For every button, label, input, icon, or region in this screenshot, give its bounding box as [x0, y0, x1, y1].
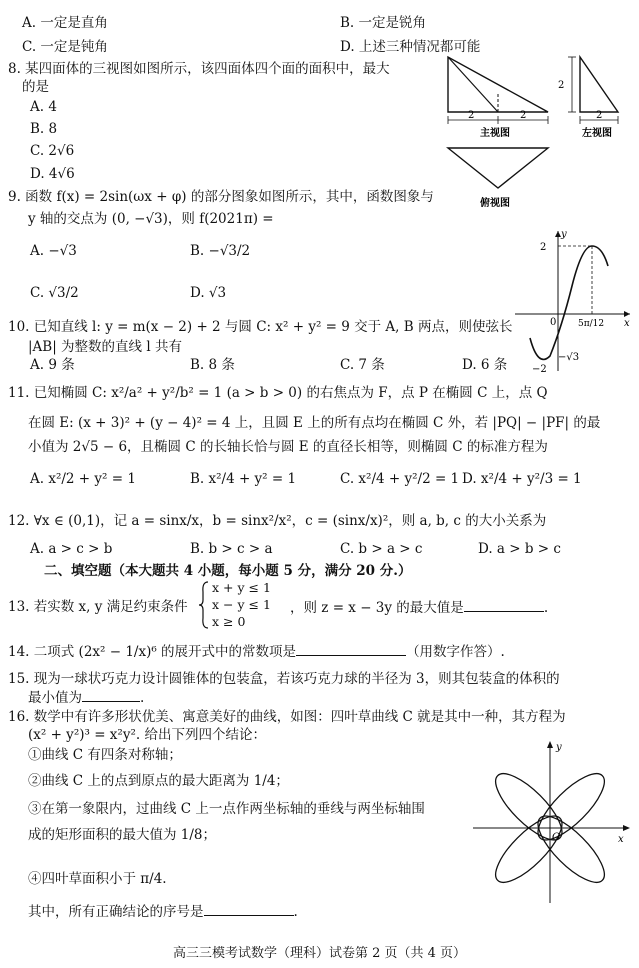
q16-answer-blank[interactable] [204, 902, 294, 916]
front-dim-left: 2 [468, 110, 475, 121]
q12-option-d: D. a > b > c [478, 541, 561, 557]
q11-stem-line3: 小值为 2√5 − 6，且椭圆 C 的长轴长恰与圆 E 的直径长相等，则椭圆 C 的标准方程为 [28, 439, 548, 455]
q14-answer-blank[interactable] [296, 642, 406, 656]
q8-stem-line2: 的是 [22, 79, 49, 95]
q16-end-suffix: . [293, 904, 298, 920]
q13-constraint-2: x − y ≤ 1 [212, 597, 271, 612]
q12-option-a: A. a > c > b [30, 541, 113, 557]
q9-y-min-label: −2 [532, 364, 547, 375]
q8-option-c: C. 2√6 [30, 143, 75, 159]
q11-stem-line1: 11. 已知椭圆 C: x²/a² + y²/b² = 1 (a > b > 0) 的右焦点为 F，点 P 在椭圆 C 上，点 Q [8, 385, 548, 401]
q9-option-a: A. −√3 [30, 243, 77, 259]
front-view-drawing [448, 57, 548, 124]
q10-option-d: D. 6 条 [462, 357, 508, 373]
q13-end: . [543, 600, 549, 616]
q13-constraint-3: x ≥ 0 [212, 614, 246, 629]
q16-conclusion-1: ①曲线 C 有四条对称轴； [28, 747, 182, 763]
q9-sine-graph [510, 226, 635, 376]
q16-x-axis-label: x [618, 834, 624, 845]
left-view-label: 左视图 [582, 128, 612, 139]
q10-stem-line1: 10. 已知直线 l: y = m(x − 2) + 2 与圆 C: x² + y² = 9 交于 A, B 两点，则使弦长 [8, 319, 513, 335]
sine-curve [530, 246, 608, 359]
q14-prefix: 14. 二项式 (2x² − 1/x)⁶ 的展开式中的常数项是 [8, 644, 297, 660]
page-footer: 高三三模考试数学（理科）试卷第 2 页（共 4 页） [172, 946, 467, 961]
q9-y-axis-label: y [561, 229, 567, 240]
q15-line2-suffix: . [140, 690, 145, 706]
q7-option-b: B. 一定是锐角 [340, 15, 427, 31]
left-view-drawing [568, 57, 618, 124]
q9-option-b: B. −√3/2 [190, 243, 251, 259]
q13-question [290, 598, 548, 617]
q7-option-c: C. 一定是钝角 [22, 39, 108, 55]
q11-option-a: A. x²/2 + y² = 1 [30, 471, 136, 487]
q16-line1: 16. 数学中有许多形状优美、寓意美好的曲线，如图：四叶草曲线 C 就是其中一种，其方程为 [8, 709, 566, 725]
q13-suffix: ，则 z = x − 3y 的最大值是 [290, 600, 464, 616]
q13-constraint-1: x + y ≤ 1 [212, 580, 271, 595]
q13-answer-blank[interactable] [464, 598, 544, 612]
q9-stem-line2: y 轴的交点为 (0, −√3)，则 f(2021π) = [28, 211, 274, 227]
q7-option-a: A. 一定是直角 [22, 15, 108, 31]
q10-option-c: C. 7 条 [340, 357, 385, 373]
q16-final [28, 902, 298, 921]
q10-stem-line2: |AB| 为整数的直线 l 共有 [28, 339, 182, 355]
q11-option-c: C. x²/4 + y²/2 = 1 [340, 471, 460, 487]
q12-option-b: B. b > c > a [190, 541, 273, 557]
q10-option-b: B. 8 条 [190, 357, 235, 373]
q12-stem: 12. ∀x ∈ (0,1)，记 a = sinx/x，b = sinx²/x²，c = (sinx/x)²，则 a, b, c 的大小关系为 [8, 513, 547, 529]
q9-x-axis-label: x [624, 318, 630, 329]
q16-y-axis-label: y [556, 742, 562, 753]
q15-line1: 15. 现为一球状巧克力设计圆锥体的包装盒，若该巧克力球的半径为 3，则其包装盒的体积的 [8, 671, 560, 687]
left-dim-width: 2 [596, 110, 603, 121]
q16-conclusion-3b: 成的矩形面积的最大值为 1/8； [28, 827, 217, 843]
q14-question [8, 642, 505, 661]
top-view-drawing [448, 148, 548, 188]
q12-option-c: C. b > a > c [340, 541, 423, 557]
front-view-label: 主视图 [480, 128, 510, 139]
q11-stem-line2: 在圆 E: (x + 3)² + (y − 4)² = 4 上，且圆 E 上的所有点均在椭圆 C 外，若 |PQ| − |PF| 的最 [28, 415, 601, 431]
q16-origin-label: O [552, 832, 561, 843]
section-2-heading: 二、填空题（本大题共 4 小题，每小题 5 分，满分 20 分.） [44, 563, 412, 579]
q8-option-b: B. 8 [30, 121, 58, 137]
q10-option-a: A. 9 条 [30, 357, 75, 373]
q15-answer-blank[interactable] [82, 688, 140, 702]
q8-option-d: D. 4√6 [30, 166, 75, 182]
q11-option-d: D. x²/4 + y²/3 = 1 [462, 471, 582, 487]
q14-suffix: （用数字作答）. [406, 644, 505, 660]
q16-clover-graph [468, 738, 636, 908]
q16-conclusion-3a: ③在第一象限内，过曲线 C 上一点作两坐标轴的垂线与两坐标轴围 [28, 801, 425, 817]
front-dim-right: 2 [520, 110, 527, 121]
q13-brace [198, 580, 210, 630]
q9-origin-label: 0 [550, 317, 557, 328]
q9-y-max-label: 2 [540, 242, 547, 253]
q8-option-a: A. 4 [30, 99, 57, 115]
q16-conclusion-4: ④四叶草面积小于 π/4. [28, 871, 167, 887]
q15-line2 [28, 688, 144, 707]
q13-prefix: 13. 若实数 x, y 满足约束条件 [8, 599, 188, 615]
left-dim-height: 2 [558, 80, 565, 91]
q9-stem-line1: 9. 函数 f(x) = 2sin(ωx + φ) 的部分图象如图所示，其中，函数图象与 [8, 189, 434, 205]
q8-three-view-figure [440, 52, 635, 212]
q8-stem-line1: 8. 某四面体的三视图如图所示，该四面体四个面的面积中，最大 [8, 61, 390, 77]
top-view-label: 俯视图 [480, 198, 510, 209]
q9-option-c: C. √3/2 [30, 285, 79, 301]
q9-y-intercept-label: −√3 [558, 352, 580, 363]
q11-option-b: B. x²/4 + y² = 1 [190, 471, 297, 487]
q7-option-d: D. 上述三种情况都可能 [340, 39, 481, 55]
q16-conclusion-2: ②曲线 C 上的点到原点的最大距离为 1/4； [28, 773, 289, 789]
q15-line2-prefix: 最小值为 [28, 690, 82, 706]
q9-option-d: D. √3 [190, 285, 227, 301]
q16-end-prefix: 其中，所有正确结论的序号是 [28, 904, 204, 920]
q16-line2: (x² + y²)³ = x²y². 给出下列四个结论： [28, 727, 266, 743]
q9-x-tick-label: 5π/12 [578, 319, 605, 329]
